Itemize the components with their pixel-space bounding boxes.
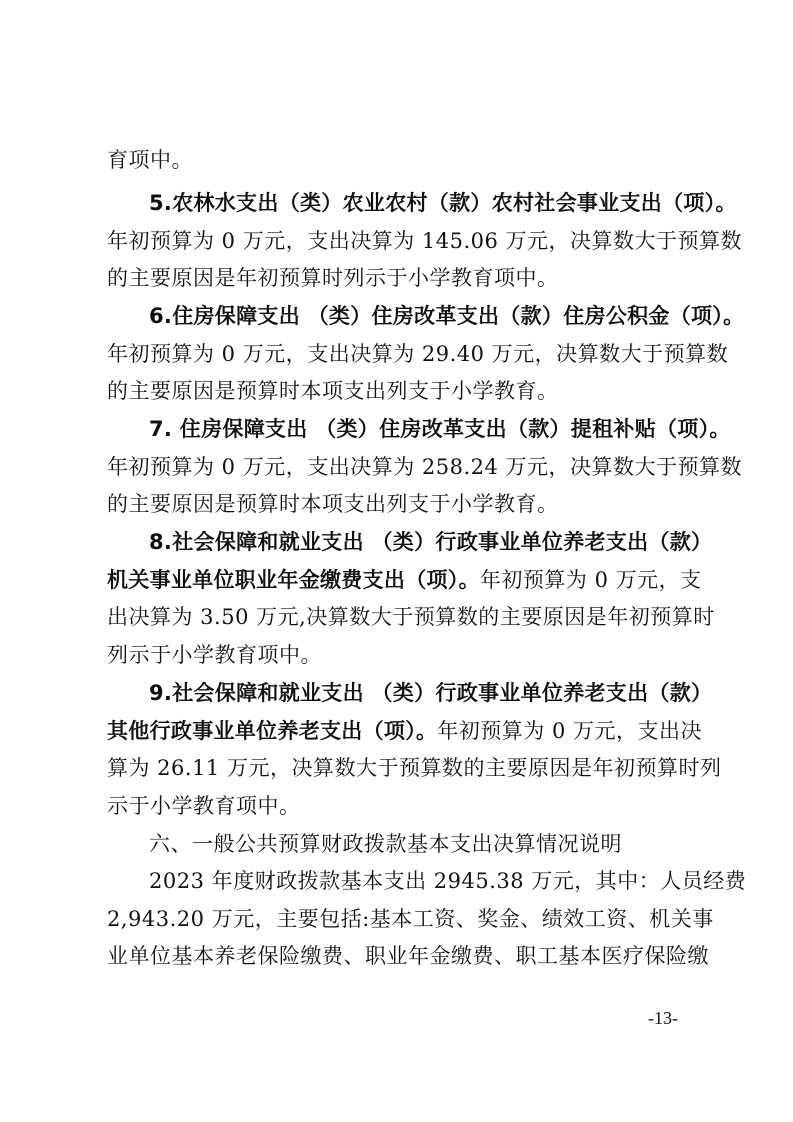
text-run: 年初预算为 0 万元，支 (479, 568, 702, 592)
text-line: 的主要原因是预算时本项支出列支于小学教育。 (107, 379, 559, 403)
text-line: 2,943.20 万元，主要包括:基本工资、奖金、绩效工资、机关事 (107, 907, 714, 931)
text-line: 示于小学教育项中。 (107, 794, 301, 818)
text-line: 出决算为 3.50 万元,决算数大于预算数的主要原因是年初预算时 (107, 605, 715, 629)
text-line-mixed (107, 565, 702, 595)
section-heading-7: 7. 住房保障支出 （类）住房改革支出（款）提租补贴（项）。 (149, 417, 731, 441)
text-line: 的主要原因是预算时本项支出列支于小学教育。 (107, 492, 559, 516)
page-number: -13- (648, 1008, 678, 1028)
text-line: 育项中。 (107, 148, 193, 172)
text-line: 年初预算为 0 万元，支出决算为 258.24 万元，决算数大于预算数 (107, 455, 743, 479)
text-line-mixed (107, 716, 702, 746)
section-title: 六、一般公共预算财政拨款基本支出决算情况说明 (149, 832, 622, 856)
text-line: 业单位基本养老保险缴费、职业年金缴费、职工基本医疗保险缴 (107, 944, 709, 968)
section-heading-8: 8.社会保障和就业支出 （类）行政事业单位养老支出（款） (149, 530, 713, 554)
section-heading-6: 6.住房保障支出 （类）住房改革支出（款）住房公积金（项）。 (149, 304, 745, 328)
text-line: 年初预算为 0 万元，支出决算为 29.40 万元，决算数大于预算数 (107, 342, 729, 366)
section-heading-9-continued: 其他行政事业单位养老支出（项）。 (107, 719, 438, 743)
text-line: 2023 年度财政拨款基本支出 2945.38 万元，其中：人员经费 (149, 869, 747, 893)
section-heading-9: 9.社会保障和就业支出 （类）行政事业单位养老支出（款） (149, 681, 713, 705)
section-heading-8-continued: 机关事业单位职业年金缴费支出（项）。 (107, 568, 480, 592)
section-heading-5: 5.农林水支出（类）农业农村（款）农村社会事业支出（项）。 (149, 191, 737, 215)
text-line: 列示于小学教育项中。 (107, 643, 322, 667)
text-line: 的主要原因是年初预算时列示于小学教育项中。 (107, 266, 559, 290)
text-line: 年初预算为 0 万元，支出决算为 145.06 万元，决算数大于预算数 (107, 229, 743, 253)
text-run: 年初预算为 0 万元，支出决 (437, 719, 703, 743)
text-line: 算为 26.11 万元，决算数大于预算数的主要原因是年初预算时列 (107, 756, 722, 780)
